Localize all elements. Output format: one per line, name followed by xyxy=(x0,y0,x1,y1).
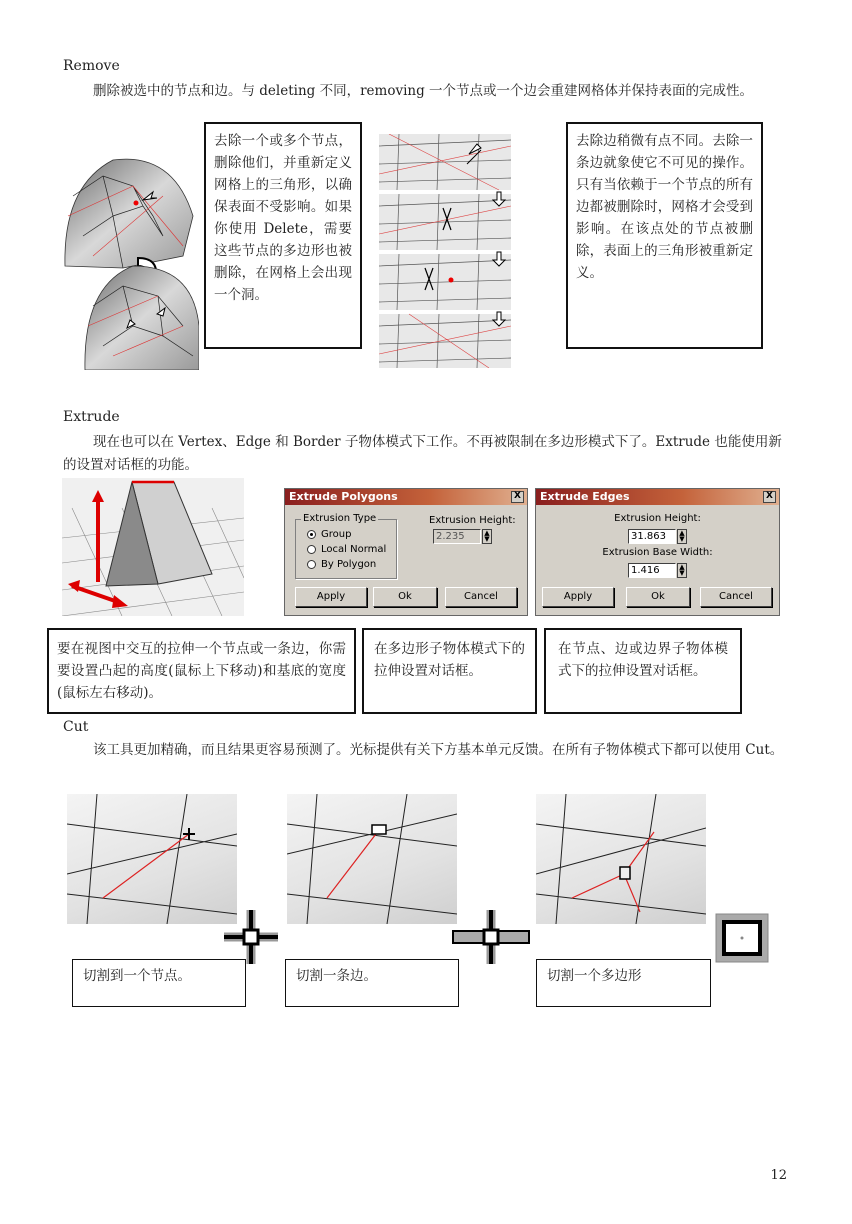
extrude-edges-titlebar xyxy=(536,489,779,505)
edges-height-label: Extrusion Height: xyxy=(614,513,701,524)
edges-height-input[interactable]: 31.863 xyxy=(628,529,676,544)
extrude-note-edge-dialog: 在节点、边或边界子物体模式下的拉伸设置对话框。 xyxy=(544,628,742,714)
cancel-button[interactable]: Cancel xyxy=(445,587,517,607)
cut-paragraph: 该工具更加精确，而且结果更容易预测了。光标提供有关下方基本单元反馈。在所有子物体模式下都可以使用 Cut。 xyxy=(93,742,784,758)
close-icon[interactable]: X xyxy=(511,491,524,503)
remove-paragraph: 删除被选中的节点和边。与 deleting 不同，removing 一个节点或一个边会重建网格体并保持表面的完成性。 xyxy=(93,83,754,99)
cancel-button[interactable]: Cancel xyxy=(700,587,772,607)
edges-base-width-input[interactable]: 1.416 xyxy=(628,563,676,578)
spinner-icon[interactable]: ▲ ▼ xyxy=(482,529,492,544)
cut-polygon-viewport xyxy=(536,794,706,924)
extrusion-height-label: Extrusion Height: xyxy=(429,515,516,526)
extrude-edges-dialog xyxy=(535,488,780,616)
cut-caption-edge: 切割一条边。 xyxy=(285,959,459,1007)
radio-group[interactable]: Group xyxy=(307,529,351,540)
extrusion-type-label: Extrusion Type xyxy=(303,513,377,524)
apply-button[interactable]: Apply xyxy=(542,587,614,607)
remove-edge-note: 去除边稍微有点不同。去除一条边就象使它不可见的操作。只有当依赖于一个节点的所有边都被删除时，网格才会受到影响。在该点处的节点被删除，表面上的三角形被重新定义。 xyxy=(566,122,763,349)
cut-heading: Cut xyxy=(63,719,89,735)
close-icon[interactable]: X xyxy=(763,491,776,503)
extrude-edges-title: Extrude Edges xyxy=(540,490,630,503)
spinner-icon[interactable]: ▲ ▼ xyxy=(677,529,687,544)
ok-button[interactable]: Ok xyxy=(626,587,690,607)
remove-vertex-note: 去除一个或多个节点，删除他们，并重新定义网格上的三角形，以确保表面不受影响。如果你使用 Delete，需要这些节点的多边形也被删除，在网格上会出现一个洞。 xyxy=(204,122,362,349)
cut-caption-polygon: 切割一个多边形 xyxy=(536,959,711,1007)
cut-edge-cursor-icon xyxy=(451,908,531,966)
cut-vertex-cursor-icon xyxy=(222,908,280,966)
remove-vertex-illustration xyxy=(63,156,199,370)
extrude-polygons-dialog xyxy=(284,488,528,616)
cut-vertex-viewport xyxy=(67,794,237,924)
radio-by-polygon[interactable]: By Polygon xyxy=(307,559,376,570)
cut-polygon-cursor-icon xyxy=(710,908,776,968)
extrude-polygons-titlebar xyxy=(285,489,527,505)
edges-base-width-label: Extrusion Base Width: xyxy=(602,547,713,558)
radio-icon xyxy=(307,545,316,554)
spinner-icon[interactable]: ▲ ▼ xyxy=(677,563,687,578)
remove-heading: Remove xyxy=(63,58,120,74)
extrude-note-polygon-dialog: 在多边形子物体模式下的拉伸设置对话框。 xyxy=(362,628,537,714)
extrude-heading: Extrude xyxy=(63,409,120,425)
extrude-viewport-illustration xyxy=(62,478,244,616)
extrude-note-interactive: 要在视图中交互的拉伸一个节点或一条边，你需要设置凸起的高度(鼠标上下移动)和基底的宽度(鼠标左右移动)。 xyxy=(47,628,356,714)
cut-edge-viewport xyxy=(287,794,457,924)
remove-edge-illustration xyxy=(379,134,511,368)
radio-icon xyxy=(307,560,316,569)
radio-selected-icon xyxy=(307,530,316,539)
apply-button[interactable]: Apply xyxy=(295,587,367,607)
page-number: 12 xyxy=(770,1168,787,1183)
cut-caption-vertex: 切割到一个节点。 xyxy=(72,959,246,1007)
ok-button[interactable]: Ok xyxy=(373,587,437,607)
extrude-polygons-title: Extrude Polygons xyxy=(289,490,398,503)
radio-local-normal[interactable]: Local Normal xyxy=(307,544,386,555)
extrude-paragraph: 现在也可以在 Vertex、Edge 和 Border 子物体模式下工作。不再被限制在多边形模式下了。Extrude 也能使用新的设置对话框的功能。 xyxy=(63,434,782,473)
extrusion-height-input[interactable]: 2.235 xyxy=(433,529,481,544)
